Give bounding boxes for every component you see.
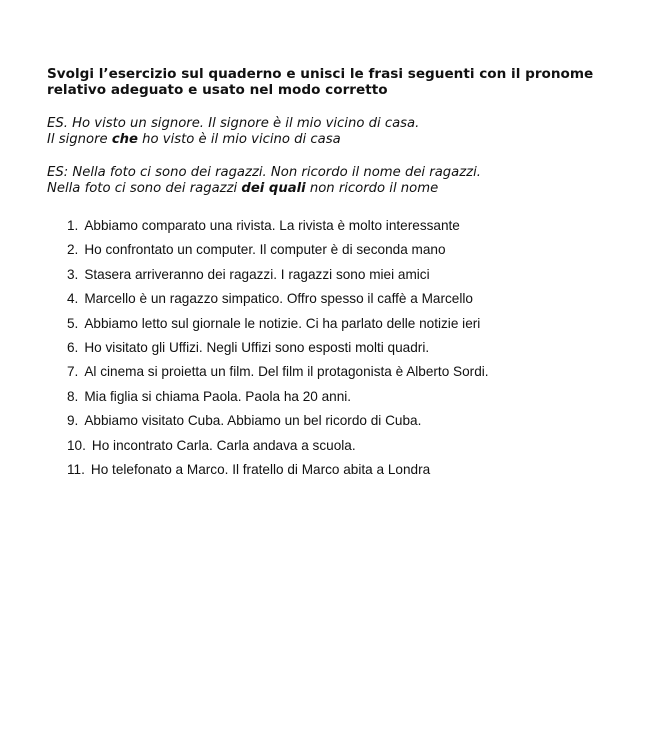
example-answer-end: non ricordo il nome: [305, 181, 439, 196]
exercise-text: Ho visitato gli Uffizi. Negli Uffizi sono esposti molti quadri.: [84, 339, 430, 355]
exercise-number: 4.: [67, 291, 79, 307]
exercise-item: [67, 434, 607, 458]
exercise-text: Abbiamo visitato Cuba. Abbiamo un bel ricordo di Cuba.: [84, 413, 422, 429]
exercise-item: [67, 287, 607, 311]
example-question: ES: Nella foto ci sono dei ragazzi. Non ricordo il nome dei ragazzi.: [47, 165, 481, 180]
example-relative-pronoun: dei quali: [241, 181, 306, 196]
instruction-heading: Svolgi l’esercizio sul quaderno e unisci le frasi seguenti con il pronome relativo adeguato e usato nel modo corretto: [47, 66, 594, 98]
exercise-item: [67, 312, 607, 336]
example-answer: [47, 132, 607, 148]
exercise-text: Ho confrontato un computer. Il computer è di seconda mano: [84, 242, 446, 258]
example-answer-end: ho visto è il mio vicino di casa: [137, 132, 341, 147]
example-answer-start: Nella foto ci sono dei ragazzi: [47, 181, 242, 196]
exercise-item: [67, 385, 607, 409]
example-answer: [47, 181, 607, 197]
example-1: [47, 116, 607, 148]
exercise-number: 8.: [67, 388, 79, 404]
exercise-text: Abbiamo letto sul giornale le notizie. Ci ha parlato delle notizie ieri: [84, 315, 481, 331]
exercise-number: 6.: [67, 339, 79, 355]
exercise-item: [67, 458, 607, 482]
exercise-number: 2.: [67, 242, 79, 258]
example-question: ES. Ho visto un signore. Il signore è il mio vicino di casa.: [47, 116, 420, 131]
exercise-number: 5.: [67, 315, 79, 331]
exercise-text: Marcello è un ragazzo simpatico. Offro spesso il caffè a Marcello: [84, 291, 473, 307]
exercise-number: 3.: [67, 266, 79, 282]
exercise-text: Abbiamo comparato una rivista. La rivista è molto interessante: [84, 218, 460, 233]
exercise-text: Mia figlia si chiama Paola. Paola ha 20 anni.: [84, 388, 352, 404]
exercise-item: [67, 336, 607, 360]
exercise-text: Al cinema si proietta un film. Del film il protagonista è Alberto Sordi.: [84, 364, 489, 380]
exercise-item: [67, 360, 607, 384]
exercise-list: [47, 214, 607, 482]
example-2: [47, 165, 607, 197]
exercise-number: 1.: [67, 218, 79, 233]
example-relative-pronoun: che: [111, 132, 138, 147]
exercise-item: [67, 214, 607, 238]
example-answer-start: Il signore: [47, 132, 112, 147]
exercise-number: 9.: [67, 413, 79, 429]
exercise-text: Ho incontrato Carla. Carla andava a scuola.: [91, 437, 356, 453]
worksheet: [47, 66, 607, 482]
exercise-number: 7.: [67, 364, 79, 380]
exercise-number: 11.: [67, 461, 85, 477]
exercise-text: Ho telefonato a Marco. Il fratello di Marco abita a Londra: [90, 461, 431, 477]
exercise-text: Stasera arriveranno dei ragazzi. I ragazzi sono miei amici: [84, 266, 430, 282]
exercise-item: [67, 263, 607, 287]
exercise-item: [67, 409, 607, 433]
exercise-number: 10.: [67, 437, 86, 453]
exercise-item: [67, 238, 607, 262]
